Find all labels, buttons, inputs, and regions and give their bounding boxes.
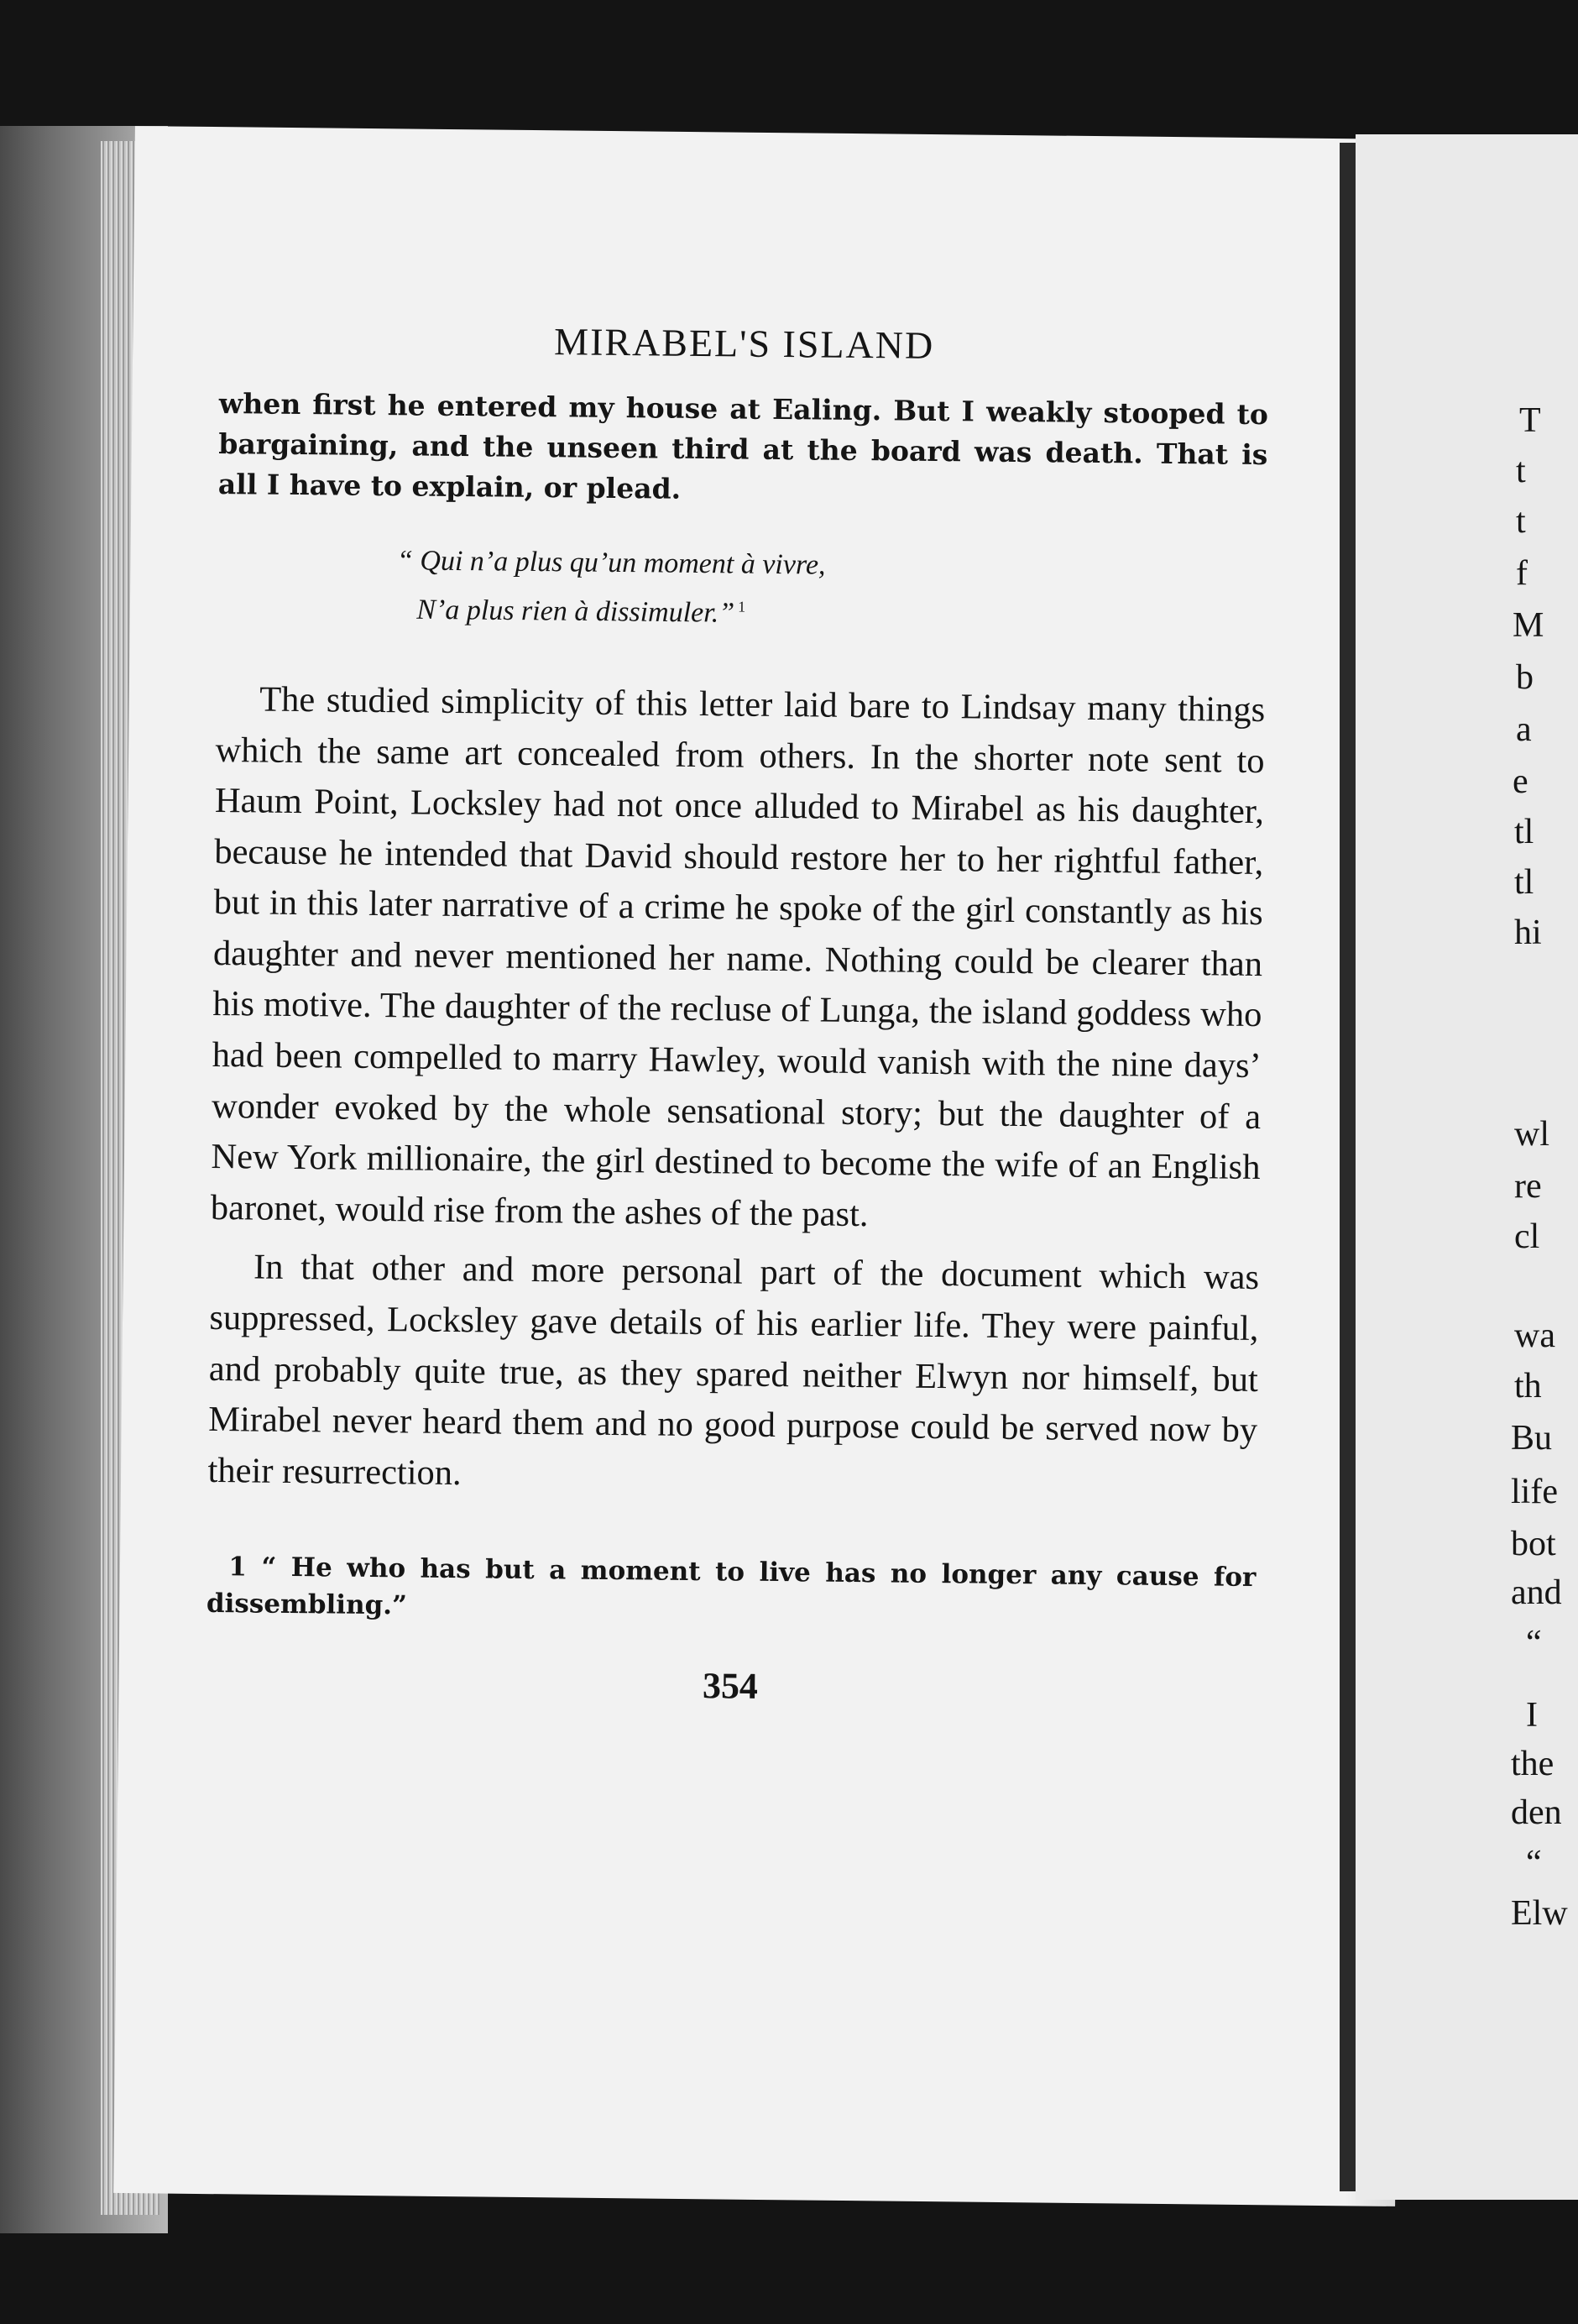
footnote-marker: 1 <box>738 598 746 615</box>
facing-page-fragment: t <box>1516 502 1526 541</box>
facing-page-fragment: “ <box>1526 1844 1542 1882</box>
epigraph <box>396 540 1267 640</box>
facing-page-fragment: Bu <box>1511 1419 1553 1458</box>
facing-page-fragment: e <box>1513 762 1528 801</box>
facing-page-fragment: bot <box>1511 1525 1556 1563</box>
facing-page-fragment: and <box>1511 1573 1562 1612</box>
facing-page-fragment: T <box>1519 401 1541 440</box>
facing-page-fragment: M <box>1513 606 1544 645</box>
facing-page-fragment: re <box>1514 1167 1542 1206</box>
facing-page-fragment: wl <box>1514 1115 1549 1154</box>
facing-page-fragments <box>1511 0 1578 2324</box>
facing-page-fragment: I <box>1526 1696 1538 1735</box>
epigraph-line-1: “ Qui n’a plus qu’un moment à vivre, <box>396 544 826 581</box>
left-page-text <box>206 317 1269 1713</box>
facing-page-fragment: the <box>1511 1745 1554 1783</box>
body-paragraph-2: In that other and more personal part of the document which was suppressed, Locksley gave details of his earlier life. They were painful, and probably quite true, as they spared neither Elwyn nor himself, but Mirabel never heard them and no good purpose could be served now by their resurrection. <box>207 1247 1260 1493</box>
body-paragraph-1: The studied simplicity of this letter laid bare to Lindsay many things which the same art concealed from others. In the shorter note sent to Haum Point, Locksley had not once alluded to Mirabel as his daughter, because he intended that David should restore her to her rightful father, but in this later narrative of a crime he spoke of the girl constantly as his daughter and never mentioned her name. Nothing could be clearer than his motive. The daughter of the recluse of Lunga, the island goddess who had been compelled to marry Hawley, would vanish with the nine days’ wonder evoked by the whole sensational story; but the daughter of a New York millionaire, the girl destined to become the wife of an English baronet, would rise from the ashes of the past. <box>210 679 1266 1235</box>
facing-page-fragment: a <box>1516 710 1532 749</box>
facing-page-fragment: tl <box>1514 813 1534 851</box>
page-number: 354 <box>702 1665 759 1708</box>
facing-page-fragment: f <box>1516 554 1528 593</box>
facing-page-fragment: cl <box>1514 1217 1540 1256</box>
facing-page-fragment: Elw <box>1511 1894 1568 1933</box>
continued-paragraph: when first he entered my house at Ealing. But I weakly stooped to bargaining, and the unseen third at the board was death. That is all I have to explain, or plead. <box>217 386 1269 505</box>
facing-page-fragment: wa <box>1514 1316 1555 1355</box>
facing-page-fragment: “ <box>1526 1624 1542 1662</box>
facing-page-fragment: b <box>1516 658 1534 697</box>
footnote: 1 “ He who has but a moment to live has no longer any cause for dissembling.” <box>206 1552 1257 1621</box>
running-head: MIRABEL'S ISLAND <box>553 320 935 367</box>
facing-page-fragment: th <box>1514 1367 1542 1405</box>
facing-page-fragment: t <box>1516 452 1526 490</box>
facing-page-fragment: tl <box>1514 863 1534 902</box>
facing-page-fragment: life <box>1511 1473 1558 1511</box>
facing-page-fragment: den <box>1511 1793 1562 1832</box>
epigraph-line-2 <box>396 582 1267 640</box>
facing-page-fragment: hi <box>1514 913 1542 952</box>
epigraph-line-2-text: N’a plus rien à dissimuler.” <box>416 594 735 629</box>
